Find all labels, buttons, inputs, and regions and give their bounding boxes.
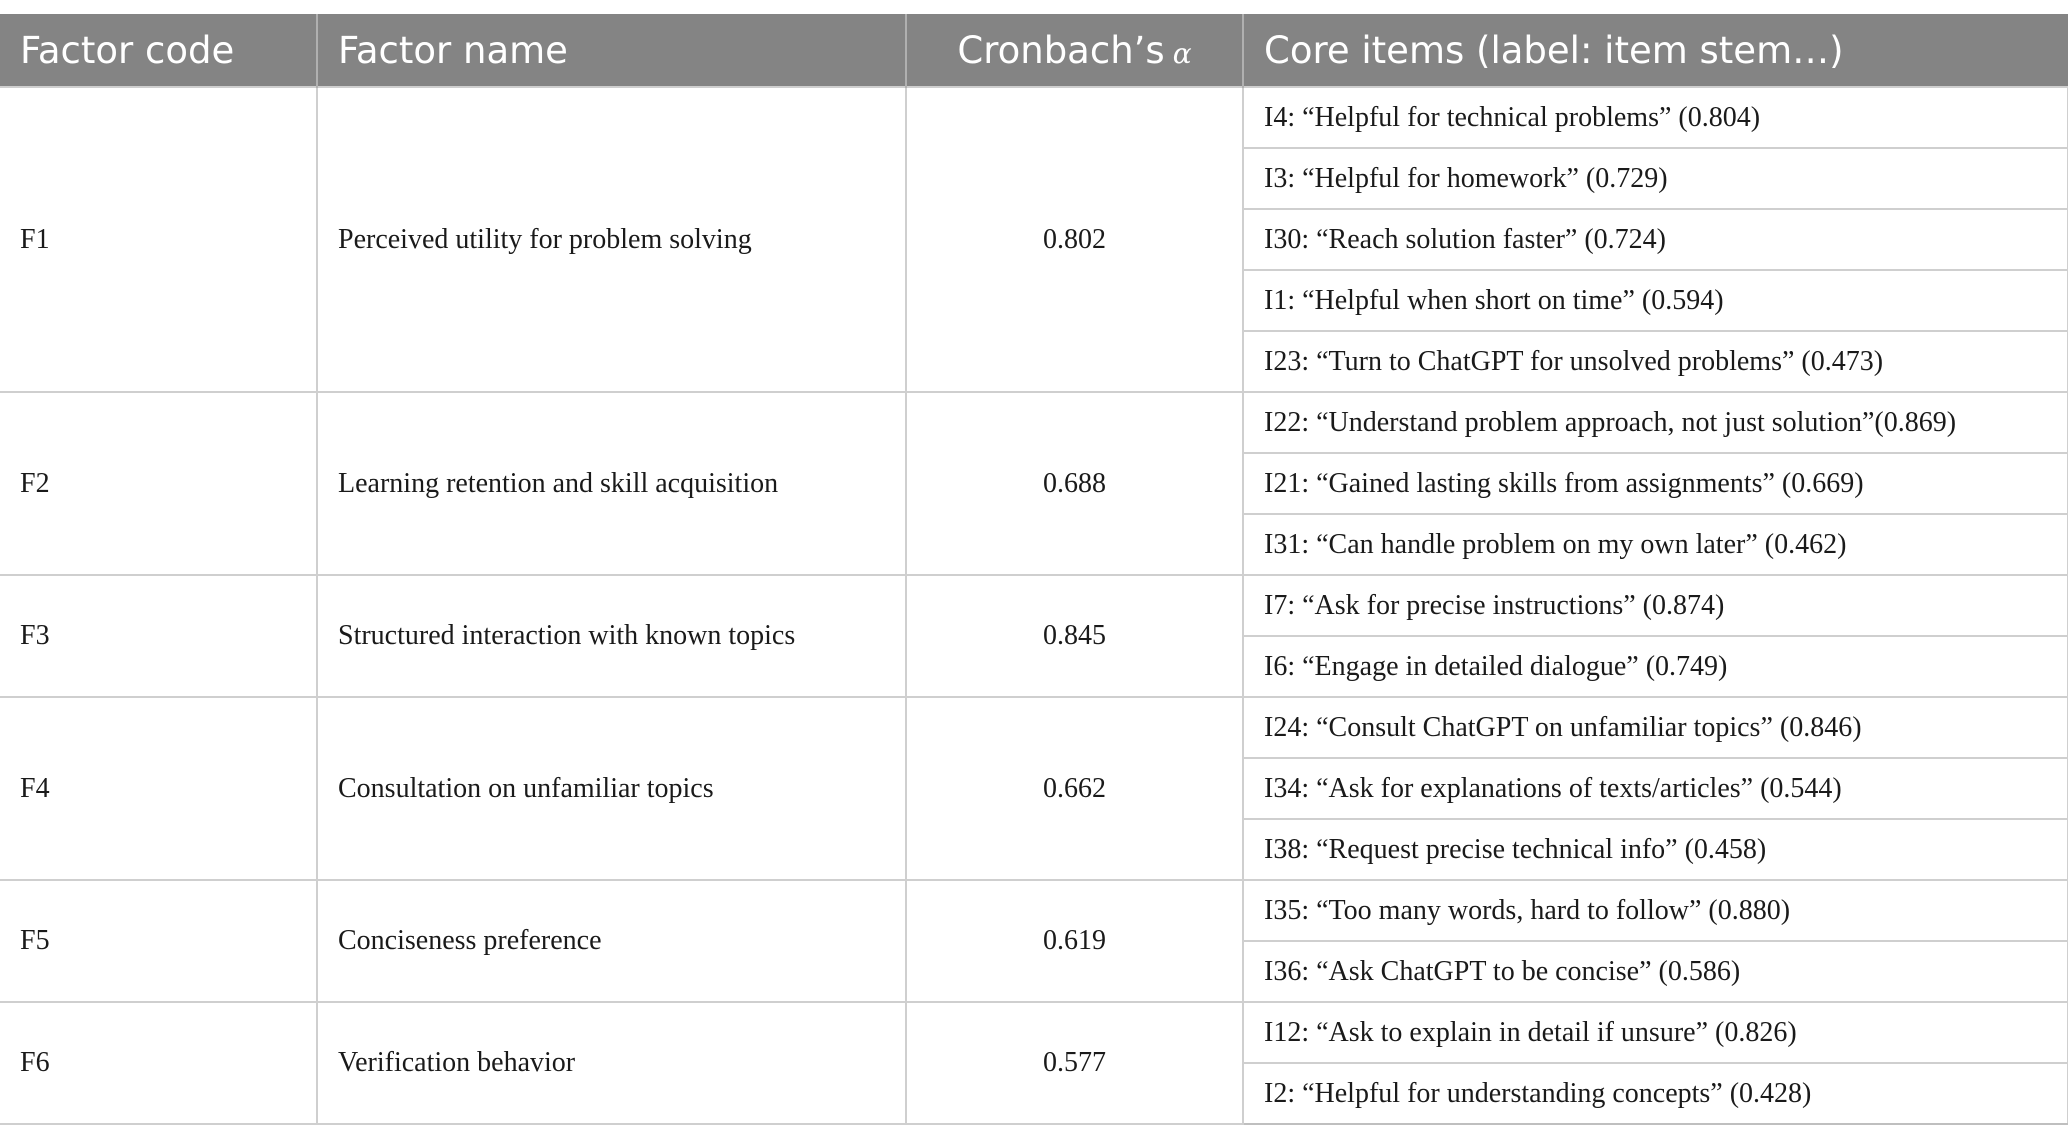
core-item-cell: I12: “Ask to explain in detail if unsure” (0.826) xyxy=(1243,1002,2068,1063)
cronbach-alpha-cell: 0.577 xyxy=(906,1002,1243,1124)
cronbach-alpha-cell: 0.619 xyxy=(906,880,1243,1002)
core-item-cell: I7: “Ask for precise instructions” (0.874) xyxy=(1243,575,2068,636)
factor-code-cell: F1 xyxy=(0,87,317,392)
core-item-cell: I22: “Understand problem approach, not just solution”(0.869) xyxy=(1243,392,2068,453)
factor-name-cell: Perceived utility for problem solving xyxy=(317,87,906,392)
table-row xyxy=(0,697,2068,758)
header-core-items: Core items (label: item stem…) xyxy=(1243,14,2068,87)
core-item-cell: I30: “Reach solution faster” (0.724) xyxy=(1243,209,2068,270)
core-item-cell: I23: “Turn to ChatGPT for unsolved problems” (0.473) xyxy=(1243,331,2068,392)
factor-table xyxy=(0,14,2068,1125)
cronbach-alpha-cell: 0.845 xyxy=(906,575,1243,697)
table-body xyxy=(0,87,2068,1124)
header-factor-name: Factor name xyxy=(317,14,906,87)
alpha-symbol: α xyxy=(1172,36,1192,70)
factor-name-cell: Consultation on unfamiliar topics xyxy=(317,697,906,880)
core-item-cell: I3: “Helpful for homework” (0.729) xyxy=(1243,148,2068,209)
factor-code-cell: F5 xyxy=(0,880,317,1002)
header-row xyxy=(0,14,2068,87)
factor-code-cell: F3 xyxy=(0,575,317,697)
core-item-cell: I34: “Ask for explanations of texts/articles” (0.544) xyxy=(1243,758,2068,819)
core-item-cell: I24: “Consult ChatGPT on unfamiliar topics” (0.846) xyxy=(1243,697,2068,758)
table-row xyxy=(0,87,2068,148)
factor-name-cell: Conciseness preference xyxy=(317,880,906,1002)
core-item-cell: I35: “Too many words, hard to follow” (0.880) xyxy=(1243,880,2068,941)
core-item-cell: I4: “Helpful for technical problems” (0.804) xyxy=(1243,87,2068,148)
table-row xyxy=(0,880,2068,941)
header-alpha-text: Cronbach’s xyxy=(957,28,1165,72)
factor-code-cell: F2 xyxy=(0,392,317,575)
cronbach-alpha-cell: 0.662 xyxy=(906,697,1243,880)
header-cronbach-alpha xyxy=(906,14,1243,87)
factor-name-cell: Learning retention and skill acquisition xyxy=(317,392,906,575)
header-factor-code: Factor code xyxy=(0,14,317,87)
core-item-cell: I38: “Request precise technical info” (0.458) xyxy=(1243,819,2068,880)
factor-code-cell: F4 xyxy=(0,697,317,880)
cronbach-alpha-cell: 0.688 xyxy=(906,392,1243,575)
factor-code-cell: F6 xyxy=(0,1002,317,1124)
core-item-cell: I21: “Gained lasting skills from assignments” (0.669) xyxy=(1243,453,2068,514)
table-row xyxy=(0,392,2068,453)
factor-name-cell: Verification behavior xyxy=(317,1002,906,1124)
core-item-cell: I2: “Helpful for understanding concepts” (0.428) xyxy=(1243,1063,2068,1124)
factor-name-cell: Structured interaction with known topics xyxy=(317,575,906,697)
core-item-cell: I1: “Helpful when short on time” (0.594) xyxy=(1243,270,2068,331)
core-item-cell: I36: “Ask ChatGPT to be concise” (0.586) xyxy=(1243,941,2068,1002)
table-row xyxy=(0,575,2068,636)
core-item-cell: I6: “Engage in detailed dialogue” (0.749) xyxy=(1243,636,2068,697)
cronbach-alpha-cell: 0.802 xyxy=(906,87,1243,392)
core-item-cell: I31: “Can handle problem on my own later” (0.462) xyxy=(1243,514,2068,575)
table-row xyxy=(0,1002,2068,1063)
